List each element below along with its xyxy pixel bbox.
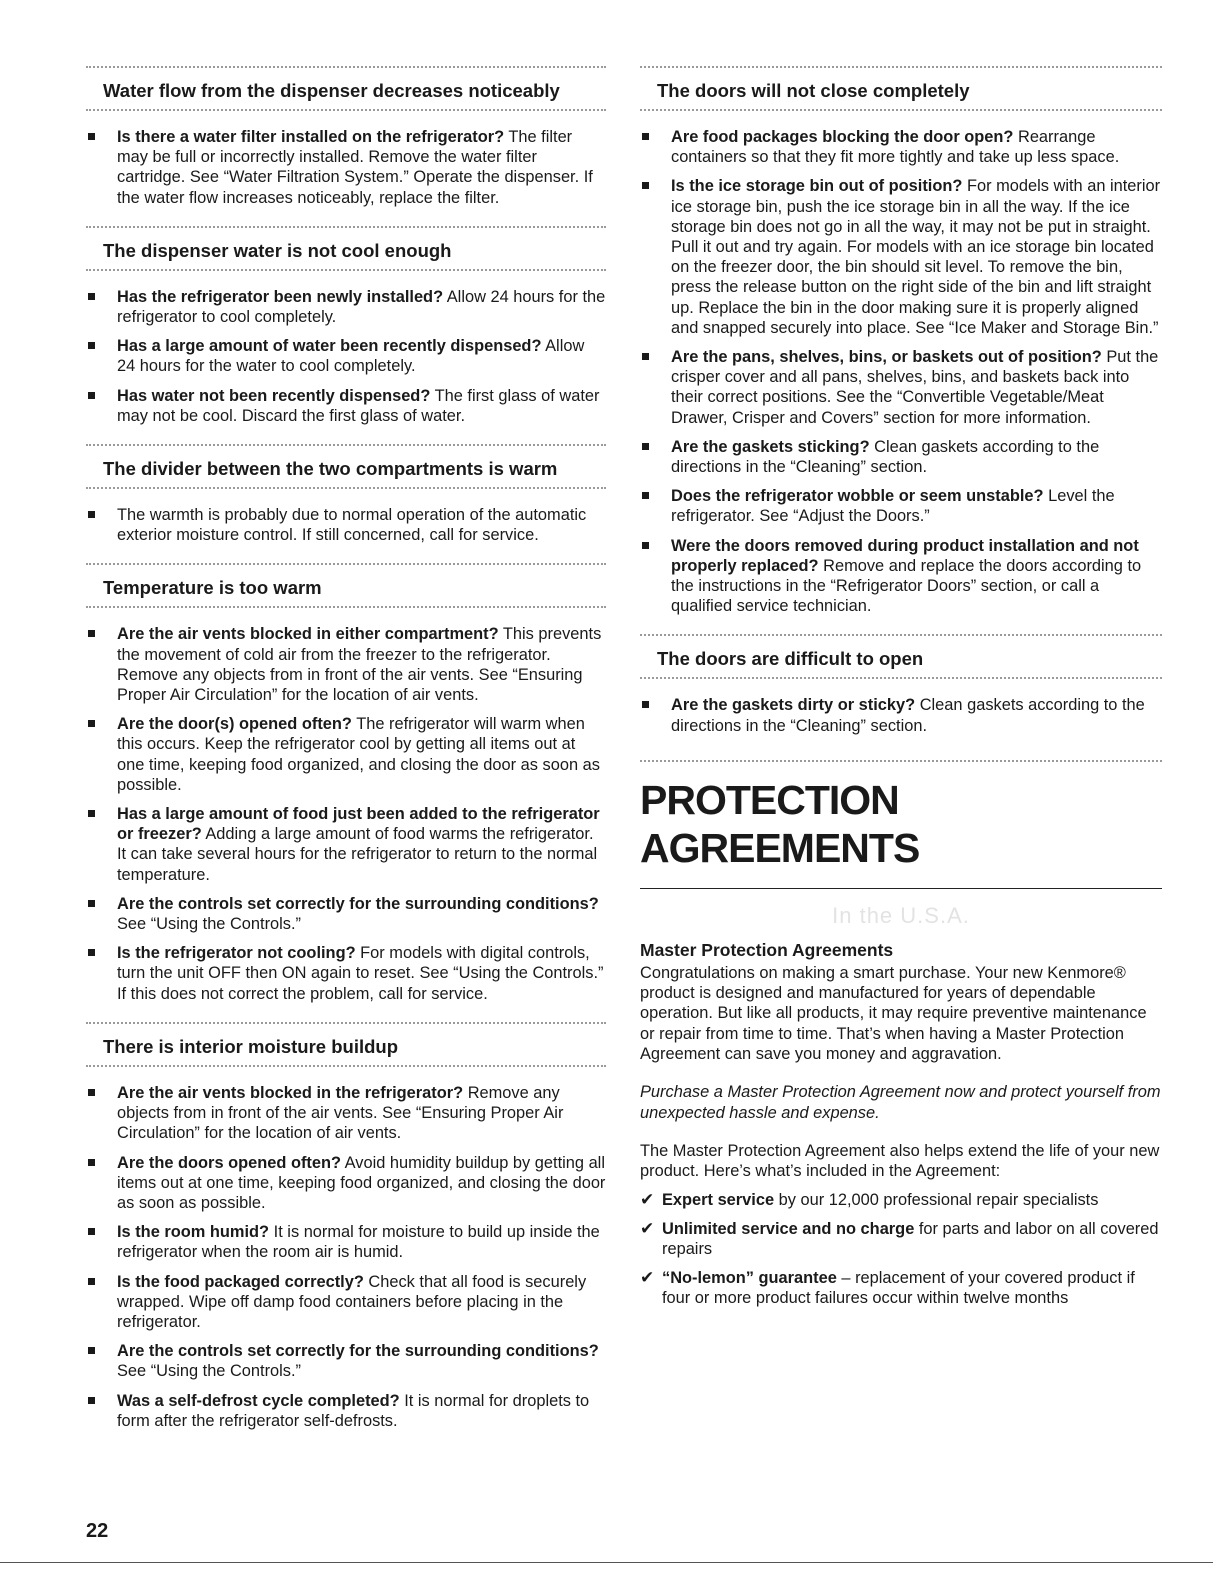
answer-text: Put the crisper cover and all pans, shelves, bins, and baskets back into their correct positions. See the “Convertible Vegetable/Meat Drawer, Crisper and Covers” section for more information. xyxy=(671,348,1159,427)
question-text: Has water not been recently dispensed? xyxy=(117,386,431,405)
answer-text: Check that all food is securely wrapped. Wipe off damp food containers before placing in the refrigerator. xyxy=(117,1272,587,1331)
list-item xyxy=(86,943,606,1004)
right-troubleshooting-sections xyxy=(640,66,1162,736)
answer-text: The refrigerator will warm when this occurs. Keep the refrigerator cool by getting all items out at one time, keeping food organized, and closing the door as soon as possible. xyxy=(117,715,600,794)
list-item xyxy=(86,287,606,327)
question-text: Has the refrigerator been newly installed? xyxy=(117,287,444,306)
question-text: Are the door(s) opened often? xyxy=(117,715,352,734)
list-item xyxy=(640,486,1162,526)
question-text: Is there a water filter installed on the refrigerator? xyxy=(117,128,505,146)
benefit-title: Unlimited service and no charge xyxy=(662,1219,915,1238)
protection-intro: Congratulations on making a smart purchase. Your new Kenmore® product is designed and manufactured for years of dependable operation. But like all products, it may require preventive maintenance or repair from time to time. That’s when having a Master Protection Agreement can save you money and aggravation. xyxy=(640,963,1147,1064)
section-heading-the-doors-will-not-close-completely: The doors will not close completely xyxy=(640,66,1162,111)
question-text: Are the controls set correctly for the surrounding conditions? xyxy=(117,894,599,913)
answer-text: Remove any objects from in front of the air vents. See “Ensuring Proper Air Circulation” for the location of air vents. xyxy=(117,1083,564,1143)
region-label: In the U.S.A. xyxy=(832,902,970,928)
question-text: Are the air vents blocked in either compartment? xyxy=(117,625,499,644)
answer-text: For models with digital controls, turn the unit OFF then ON again to reset. See “Using the Controls.” If this does not correct the problem, call for service. xyxy=(117,944,604,1003)
benefit-item xyxy=(640,1268,1162,1308)
question-text: Are the controls set correctly for the surrounding conditions? xyxy=(117,1342,599,1361)
check-icon: ✔ xyxy=(640,1218,655,1238)
answer-text: The warmth is probably due to normal operation of the automatic exterior moisture control. If still concerned, call for service. xyxy=(117,506,587,545)
protection-agreements-title: PROTECTION AGREEMENTS xyxy=(640,760,1162,889)
troubleshooting-list xyxy=(86,505,606,545)
section-heading-water-flow-from-the-dispenser-decreases-: Water flow from the dispenser decreases noticeably xyxy=(86,66,606,111)
answer-text: For models with an interior ice storage bin, push the ice storage bin in all the way. If the ice storage bin does not go in all the way, it may not be put in straight. Pull it out and try again. For models with an ice storage bin located on the freezer door, the bin should sit level. To remove the bin, press the release button on the right side of the bin and lift straight up. Replace the bin in the door making sure it is properly aligned and snapped securely into place. See “Ice Maker and Storage Bin.” xyxy=(671,177,1161,337)
question-text: Has a large amount of water been recently dispensed? xyxy=(117,337,542,356)
question-text: Were the doors removed during product installation and not properly replaced? xyxy=(671,536,1139,575)
left-column xyxy=(86,66,606,1440)
list-item xyxy=(86,127,606,208)
section-heading-there-is-interior-moisture-buildup: There is interior moisture buildup xyxy=(86,1022,606,1067)
question-text: Are the gaskets sticking? xyxy=(671,437,870,456)
list-item xyxy=(86,1391,606,1431)
troubleshooting-list xyxy=(640,127,1162,616)
answer-text: It is normal for droplets to form after the refrigerator self-defrosts. xyxy=(117,1391,590,1430)
benefit-text: for parts and labor on all covered repairs xyxy=(662,1219,1159,1258)
section-heading-the-doors-are-difficult-to-open: The doors are difficult to open xyxy=(640,634,1162,679)
list-item xyxy=(86,894,606,934)
question-text: Are the pans, shelves, bins, or baskets out of position? xyxy=(671,348,1102,367)
page-number: 22 xyxy=(86,1520,109,1542)
benefits-list xyxy=(640,1190,1162,1309)
check-icon: ✔ xyxy=(640,1189,655,1209)
master-protection-heading: Master Protection Agreements xyxy=(640,939,894,960)
list-item xyxy=(640,437,1162,477)
list-item xyxy=(86,1272,606,1333)
list-item xyxy=(86,1083,606,1144)
question-text: Is the food packaged correctly? xyxy=(117,1272,364,1291)
benefits-intro: The Master Protection Agreement also helps extend the life of your new product. Here’s what’s included in the Agreement: xyxy=(640,1141,1160,1181)
protection-italic-note: Purchase a Master Protection Agreement now and protect yourself from unexpected hassle and expense. xyxy=(640,1083,1161,1122)
answer-text: See “Using the Controls.” xyxy=(117,915,302,934)
answer-text: Rearrange containers so that they fit more tightly and take up less space. xyxy=(671,128,1120,167)
list-item xyxy=(86,336,606,376)
answer-text: It is normal for moisture to build up inside the refrigerator when the room air is humid. xyxy=(117,1223,600,1262)
list-item xyxy=(640,176,1162,338)
list-item xyxy=(86,624,606,705)
check-icon: ✔ xyxy=(640,1268,655,1288)
troubleshooting-list xyxy=(640,695,1162,735)
footer-rule xyxy=(0,1562,1213,1563)
answer-text: Allow 24 hours for the refrigerator to cool completely. xyxy=(117,287,606,327)
section-heading-temperature-is-too-warm: Temperature is too warm xyxy=(86,563,606,608)
benefit-item xyxy=(640,1190,1162,1210)
list-item xyxy=(640,347,1162,428)
benefit-text: – replacement of your covered product if four or more product failures occur within twelve months xyxy=(662,1269,1135,1308)
answer-text: This prevents the movement of cold air from the freezer to the refrigerator. Remove any objects from in front of the air vents. See “Ensuring Proper Air Circulation” for the location of air vents. xyxy=(117,625,602,705)
list-item xyxy=(86,1341,606,1381)
answer-text: Remove and replace the doors according to the instructions in the “Refrigerator Doors” section, or call a qualified service technician. xyxy=(671,556,1142,616)
answer-text: Level the refrigerator. See “Adjust the Doors.” xyxy=(671,487,1115,526)
answer-text: Clean gaskets according to the directions in the “Cleaning” section. xyxy=(671,696,1145,735)
answer-text: Clean gaskets according to the directions in the “Cleaning” section. xyxy=(671,437,1100,477)
benefit-item xyxy=(640,1219,1162,1259)
section-heading-the-dispenser-water-is-not-cool-enough: The dispenser water is not cool enough xyxy=(86,226,606,271)
list-item xyxy=(86,505,606,545)
troubleshooting-list xyxy=(86,127,606,208)
list-item xyxy=(86,386,606,426)
question-text: Are food packages blocking the door open? xyxy=(671,128,1014,146)
question-text: Are the air vents blocked in the refrigerator? xyxy=(117,1083,464,1102)
question-text: Is the ice storage bin out of position? xyxy=(671,177,963,196)
answer-text: See “Using the Controls.” xyxy=(117,1362,302,1381)
question-text: Was a self-defrost cycle completed? xyxy=(117,1391,400,1410)
section-heading-the-divider-between-the-two-compartments: The divider between the two compartments is warm xyxy=(86,444,606,489)
list-item xyxy=(640,695,1162,735)
question-text: Has a large amount of food just been added to the refrigerator or freezer? xyxy=(117,805,600,844)
list-item xyxy=(86,1222,606,1262)
answer-text: Allow 24 hours for the water to cool completely. xyxy=(117,337,585,376)
answer-text: The first glass of water may not be cool. Discard the first glass of water. xyxy=(117,386,600,425)
list-item xyxy=(86,1153,606,1214)
answer-text: Avoid humidity buildup by getting all items out at one time, keeping food organized, and closing the door as soon as possible. xyxy=(117,1153,606,1212)
benefit-title: “No-lemon” guarantee xyxy=(662,1269,837,1288)
troubleshooting-list xyxy=(86,624,606,1003)
right-column xyxy=(640,66,1162,1318)
question-text: Are the doors opened often? xyxy=(117,1153,342,1172)
troubleshooting-list xyxy=(86,287,606,426)
list-item xyxy=(640,536,1162,617)
question-text: Does the refrigerator wobble or seem unstable? xyxy=(671,487,1044,506)
question-text: Are the gaskets dirty or sticky? xyxy=(671,696,916,715)
benefit-text: by our 12,000 professional repair specialists xyxy=(778,1190,1099,1209)
answer-text: Adding a large amount of food warms the refrigerator. It can take several hours for the refrigerator to return to the normal temperature. xyxy=(117,825,598,884)
list-item xyxy=(86,714,606,795)
benefit-title: Expert service xyxy=(662,1190,775,1209)
question-text: Is the room humid? xyxy=(117,1223,270,1242)
question-text: Is the refrigerator not cooling? xyxy=(117,944,356,963)
list-item xyxy=(86,804,606,885)
troubleshooting-list xyxy=(86,1083,606,1431)
list-item xyxy=(640,127,1162,167)
answer-text: The filter may be full or incorrectly installed. Remove the water filter cartridge. See “Water Filtration System.” Operate the dispenser. If the water flow increases noticeably, replace the filter. xyxy=(117,128,593,207)
